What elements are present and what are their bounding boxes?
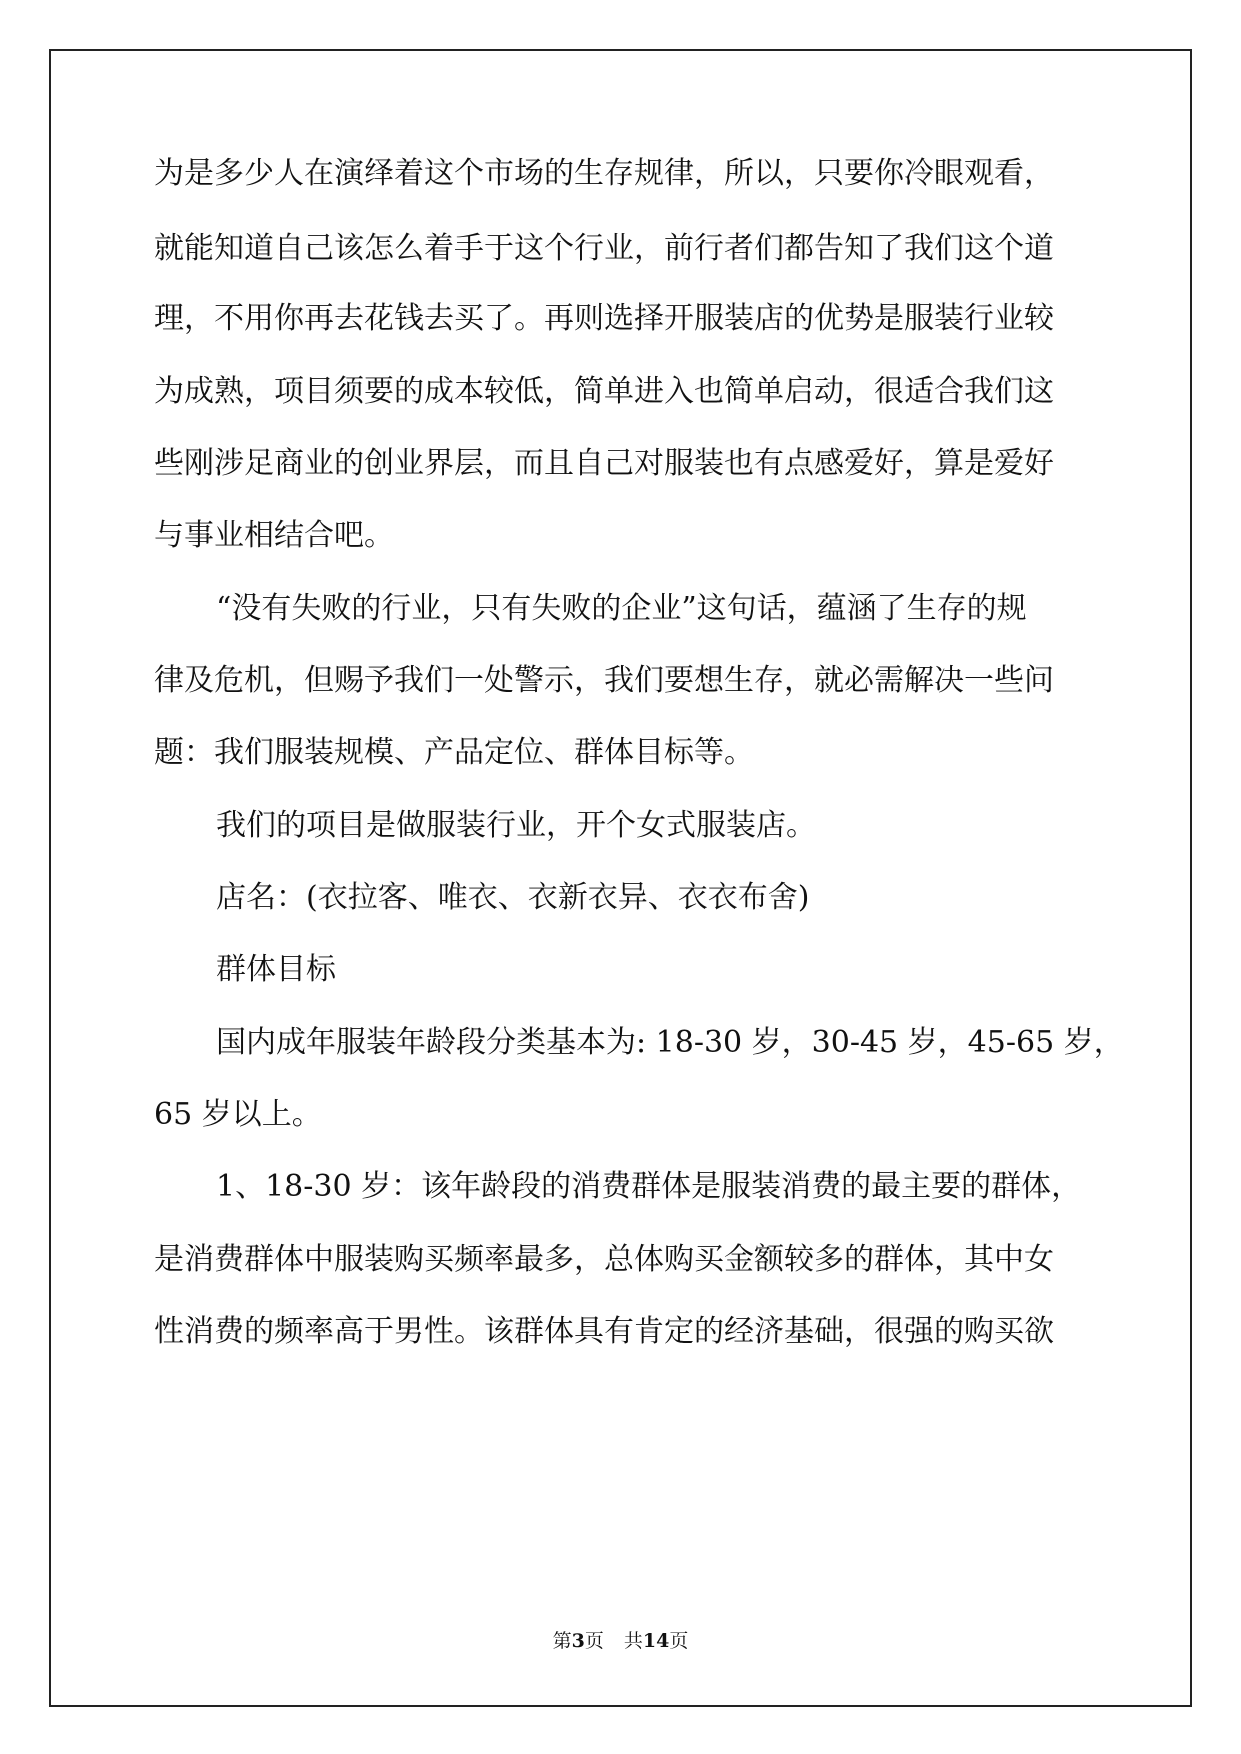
text-line: 与事业相结合吧。 [154, 518, 394, 553]
text-line: 题：我们服装规模、产品定位、群体目标等。 [154, 735, 754, 770]
page-suffix: 页 [584, 1630, 604, 1652]
paragraph-start: 国内成年服装年龄段分类基本为: 18-30 岁，30-45 岁，45-65 岁， [216, 1025, 1124, 1060]
section-heading: 群体目标 [216, 952, 336, 987]
paragraph-start: 我们的项目是做服装行业，开个女式服装店。 [216, 808, 816, 843]
text-line: 些刚涉足商业的创业界层，而且自己对服装也有点感爱好，算是爱好 [154, 446, 1054, 481]
text-line: 65 岁以上。 [154, 1097, 322, 1132]
text-line: 是消费群体中服装购买频率最多，总体购买金额较多的群体，其中女 [154, 1242, 1054, 1277]
page-number: 3 [571, 1630, 585, 1652]
text-line: 为成熟，项目须要的成本较低，简单进入也简单启动，很适合我们这 [154, 374, 1054, 409]
text-line: 理，不用你再去花钱去买了。再则选择开服装店的优势是服装行业较 [154, 301, 1054, 336]
page-footer [0, 1626, 1241, 1653]
text-line: 就能知道自己该怎么着手于这个行业，前行者们都告知了我们这个道 [154, 231, 1054, 266]
total-pages: 14 [642, 1630, 670, 1652]
text-line: 律及危机，但赐予我们一处警示，我们要想生存，就必需解决一些问 [154, 663, 1054, 698]
page-prefix: 第 [552, 1630, 572, 1652]
paragraph-start: 1、18-30 岁：该年龄段的消费群体是服装消费的最主要的群体， [216, 1169, 1082, 1204]
text-line: 性消费的频率高于男性。该群体具有肯定的经济基础，很强的购买欲 [154, 1314, 1054, 1349]
paragraph-start: “没有失败的行业，只有失败的企业”这句话，蕴涵了生存的规 [216, 591, 1027, 626]
text-line: 为是多少人在演绎着这个市场的生存规律，所以，只要你冷眼观看， [154, 156, 1054, 191]
shop-names-line: 店名：(衣拉客、唯衣、衣新衣异、衣衣布舍) [216, 880, 810, 915]
total-prefix: 共 [623, 1630, 643, 1652]
total-suffix: 页 [669, 1630, 689, 1652]
